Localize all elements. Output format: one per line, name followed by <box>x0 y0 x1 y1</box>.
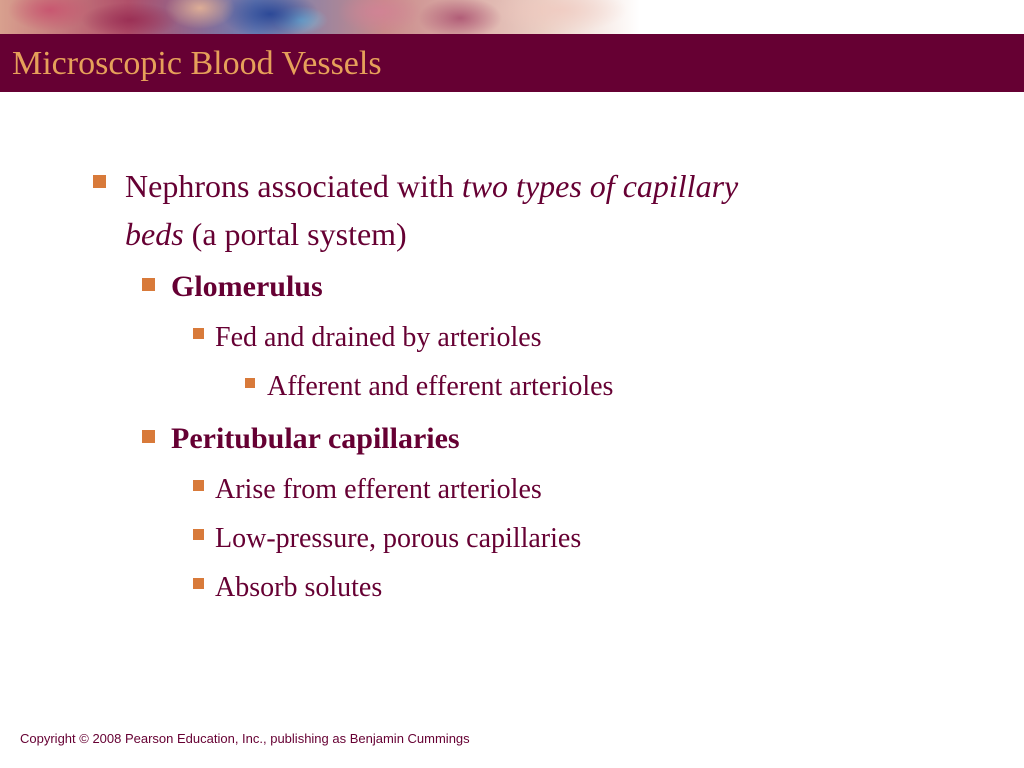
square-bullet-icon <box>193 529 204 540</box>
square-bullet-icon <box>193 480 204 491</box>
bullet-text-line1 <box>125 162 738 210</box>
square-bullet-icon <box>193 328 204 339</box>
bullet-text-italic: two types of capillary <box>461 168 739 204</box>
bullet-text: Afferent and efferent arterioles <box>267 371 614 402</box>
copyright-footer: Copyright © 2008 Pearson Education, Inc., publishing as Benjamin Cummings <box>20 731 470 746</box>
square-bullet-icon <box>93 175 106 188</box>
bullet-text: Peritubular capillaries <box>171 422 460 455</box>
square-bullet-icon <box>142 278 155 291</box>
bullet-text-normal: (a portal system) <box>183 216 407 252</box>
bullet-text: Fed and drained by arterioles <box>215 322 542 353</box>
bullet-text-line2 <box>125 210 407 258</box>
bullet-text: Glomerulus <box>171 270 323 303</box>
square-bullet-icon <box>245 378 255 388</box>
bullet-text-italic: beds <box>125 216 184 252</box>
header-banner-image <box>0 0 640 34</box>
bullet-text: Absorb solutes <box>215 572 383 603</box>
bullet-text: Arise from efferent arterioles <box>215 474 542 505</box>
bullet-text: Low-pressure, porous capillaries <box>215 523 582 554</box>
slide-title: Microscopic Blood Vessels <box>12 45 382 82</box>
square-bullet-icon <box>142 430 155 443</box>
square-bullet-icon <box>193 578 204 589</box>
bullet-text-normal: Nephrons associated with <box>125 168 462 204</box>
